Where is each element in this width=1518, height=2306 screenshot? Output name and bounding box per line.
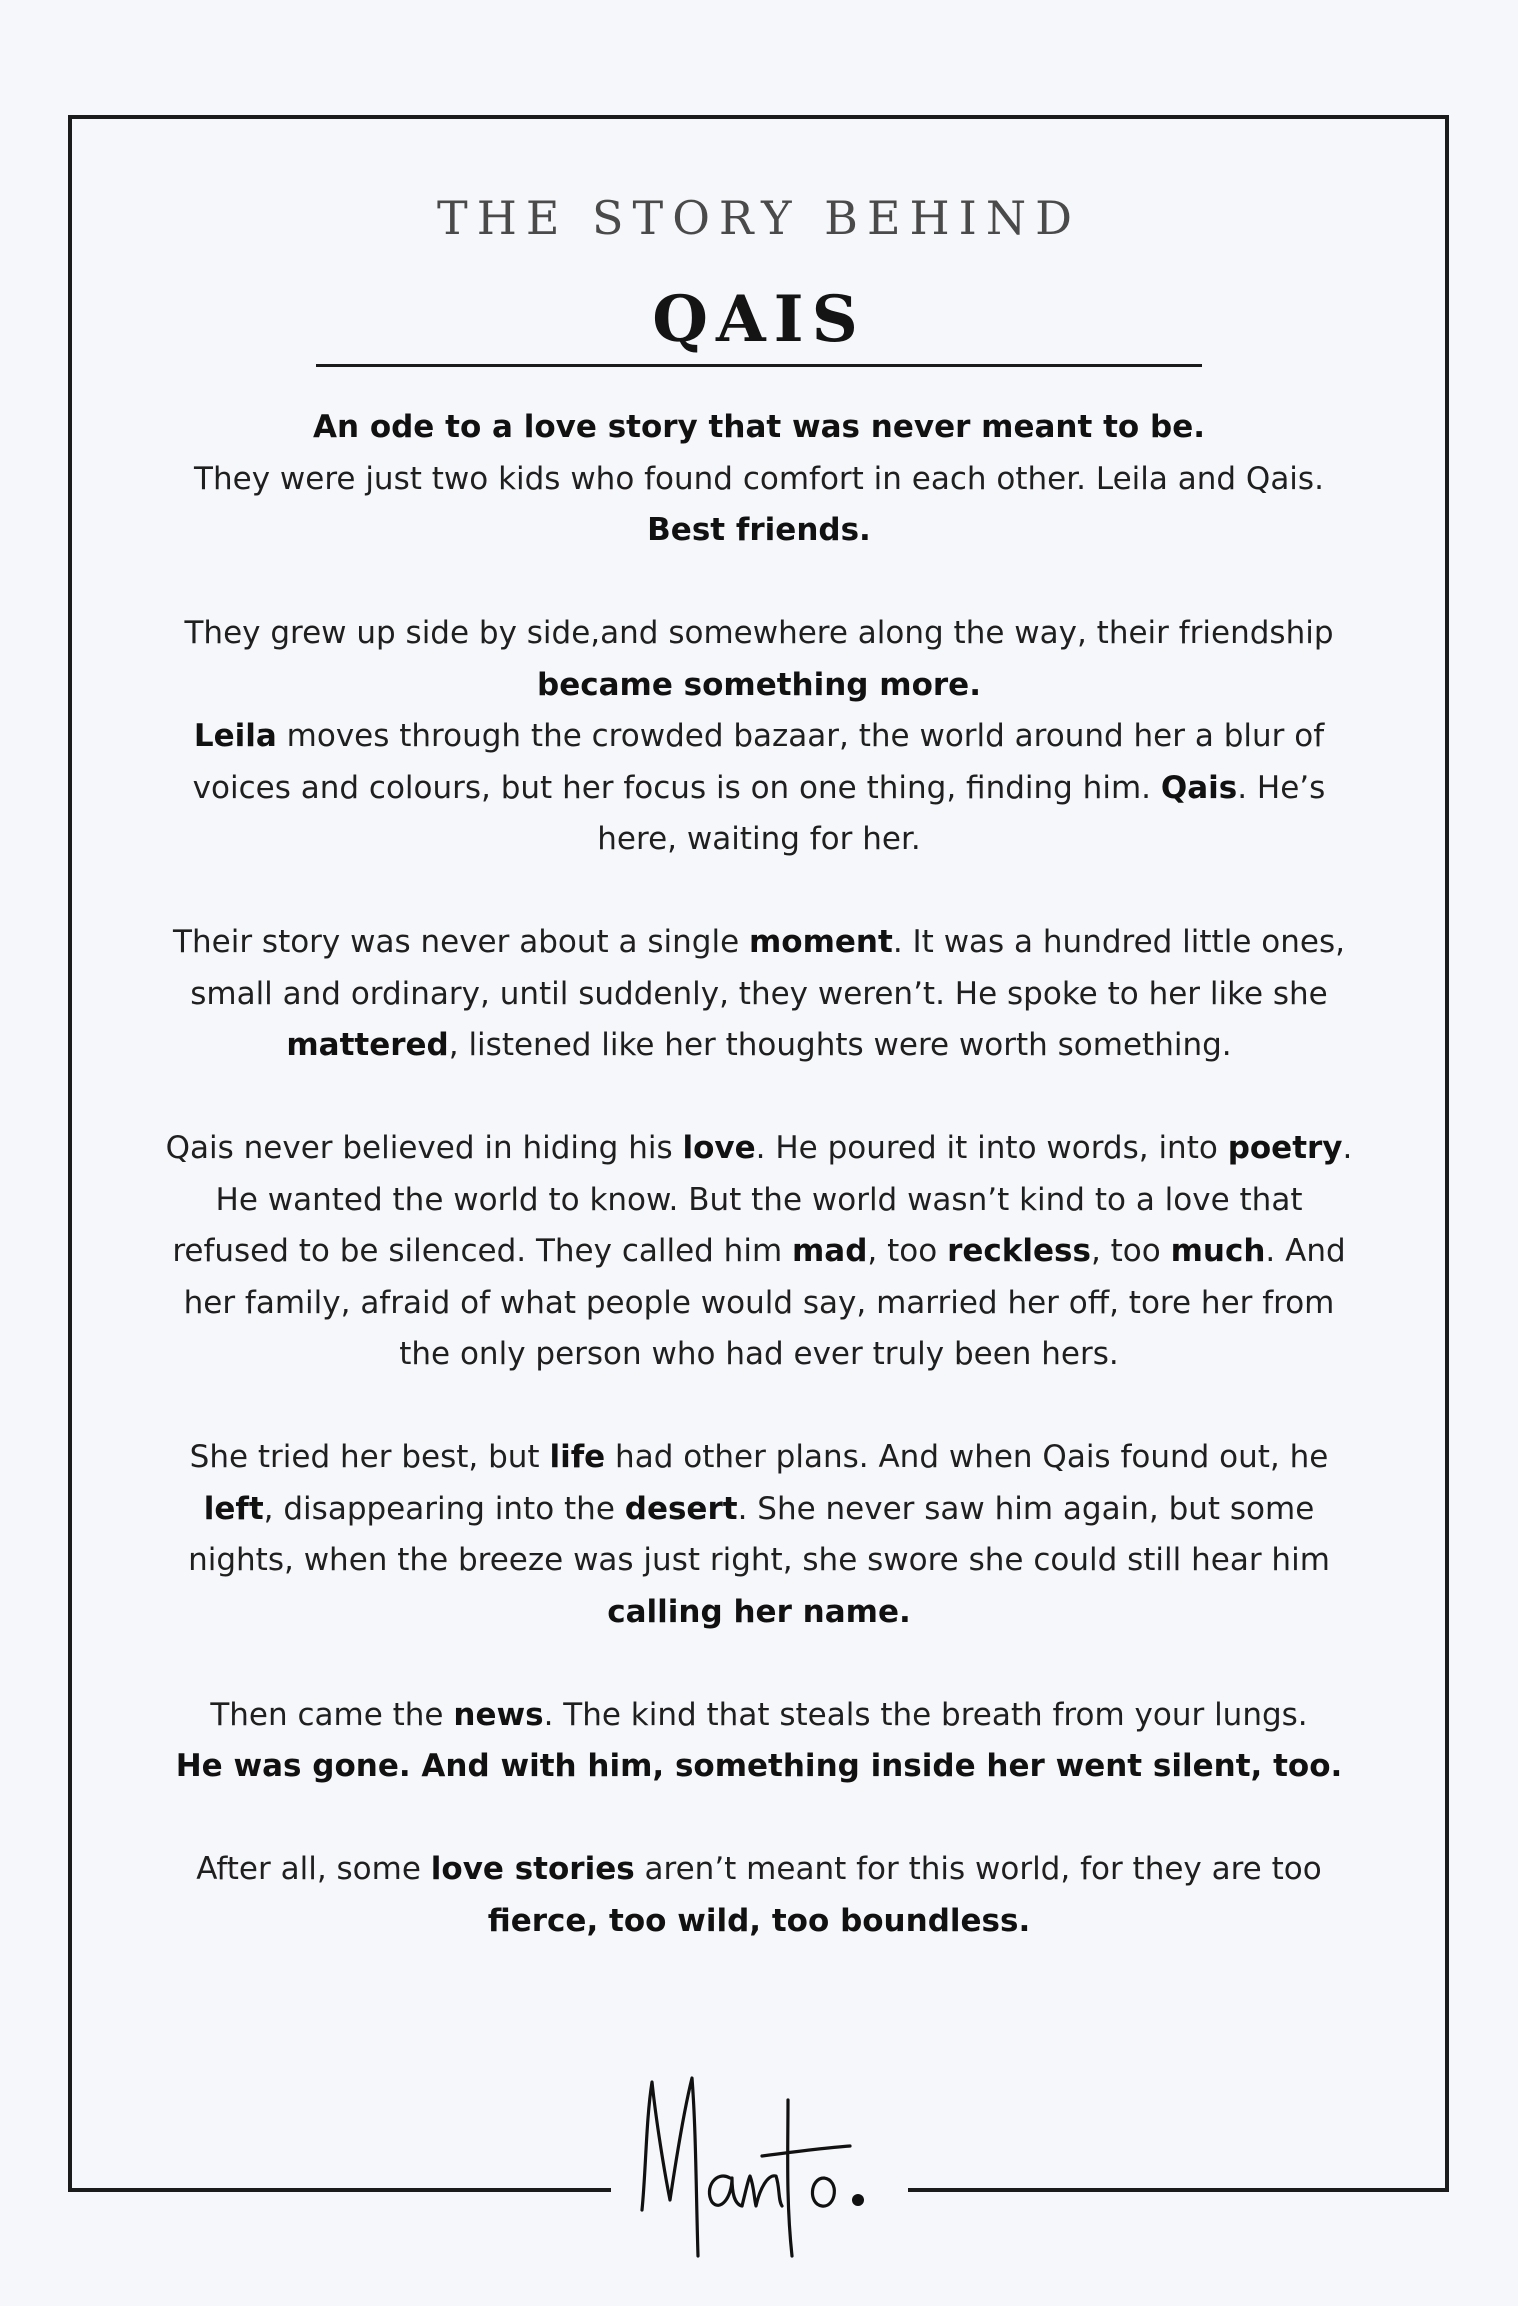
emphasis-text: mad [792,1233,868,1269]
frame-top-border [68,115,1449,119]
emphasis-text: fierce, too wild, too boundless. [487,1902,1031,1939]
story-body [120,402,1398,1999]
frame-left-border [68,115,72,2192]
story-text: He wanted the world to know. But the world wasn’t kind to a love that [215,1181,1303,1218]
frame-right-border [1445,115,1449,2192]
story-text: the only person who had ever truly been hers. [399,1336,1119,1372]
emphasis-text: An ode to a love story that was never meant to be. [312,409,1206,445]
story-paragraph [120,917,1398,1072]
story-text: They grew up side by side,and somewhere along the way, their friendship [184,615,1334,651]
story-text: . He poured it into words, into [755,1130,1228,1166]
story-text: Qais never believed in hiding his [165,1130,683,1166]
emphasis-text: love stories [430,1851,635,1887]
story-text: refused to be silenced. They called him [172,1233,792,1269]
emphasis-text: Qais [1160,769,1238,806]
story-text: voices and colours, but her focus is on one thing, finding him. [192,769,1161,806]
story-text: her family, afraid of what people would say, married her off, tore her from [183,1284,1335,1321]
emphasis-text: He was gone. And with him, something inside her went silent, too. [175,1748,1343,1784]
page-subtitle: THE STORY BEHIND [437,191,1081,245]
story-text: . The kind that steals the breath from your lungs. [543,1696,1308,1733]
story-text: . And [1265,1233,1346,1269]
emphasis-text: moment [749,924,893,960]
frame-bottom-border-left [68,2188,611,2192]
emphasis-text: much [1170,1233,1266,1269]
emphasis-text: news [453,1696,544,1733]
story-text: After all, some [196,1851,431,1887]
emphasis-text: mattered [286,1027,449,1063]
story-text: nights, when the breeze was just right, she swore she could still hear him [188,1542,1330,1578]
emphasis-text: love [682,1130,756,1166]
emphasis-text: calling her name. [607,1593,911,1630]
emphasis-text: reckless [947,1233,1091,1269]
story-text: She tried her best, but [189,1439,550,1475]
page-title: QAIS [652,282,866,357]
emphasis-text: life [549,1439,606,1475]
story-text: moves through the crowded bazaar, the world around her a blur of [276,718,1325,754]
emphasis-text: Best friends. [647,512,871,548]
emphasis-text: poetry [1227,1130,1343,1166]
story-text: . [1342,1130,1353,1166]
story-text: , listened like her thoughts were worth something. [448,1027,1232,1063]
story-text: Then came the [210,1696,454,1733]
story-paragraph [120,1432,1398,1638]
story-text: had other plans. And when Qais found out, he [605,1439,1329,1475]
emphasis-text: became something more. [537,666,981,703]
title-underline [316,364,1202,367]
emphasis-text: Leila [193,718,277,754]
story-text: . He’s [1237,769,1326,806]
story-text: , too [867,1233,948,1269]
story-text: here, waiting for her. [597,821,921,857]
story-paragraph [120,608,1398,866]
story-paragraph [120,402,1398,557]
frame-bottom-border-right [908,2188,1449,2192]
emphasis-text: left [203,1490,264,1527]
story-paragraph [120,1844,1398,1947]
emphasis-text: desert [624,1490,738,1527]
story-text: . She never saw him again, but some [737,1490,1315,1527]
story-paragraph [120,1690,1398,1793]
story-text: small and ordinary, until suddenly, they weren’t. He spoke to her like she [190,975,1328,1012]
story-text: aren’t meant for this world, for they are too [634,1851,1322,1887]
story-text: Their story was never about a single [173,924,749,960]
story-text: . It was a hundred little ones, [892,924,1345,960]
signature-manto-logo [612,2060,908,2270]
story-text: , too [1090,1233,1171,1269]
story-text: They were just two kids who found comfort in each other. Leila and Qais. [194,460,1324,497]
story-text: , disappearing into the [263,1490,625,1527]
story-paragraph [120,1123,1398,1381]
